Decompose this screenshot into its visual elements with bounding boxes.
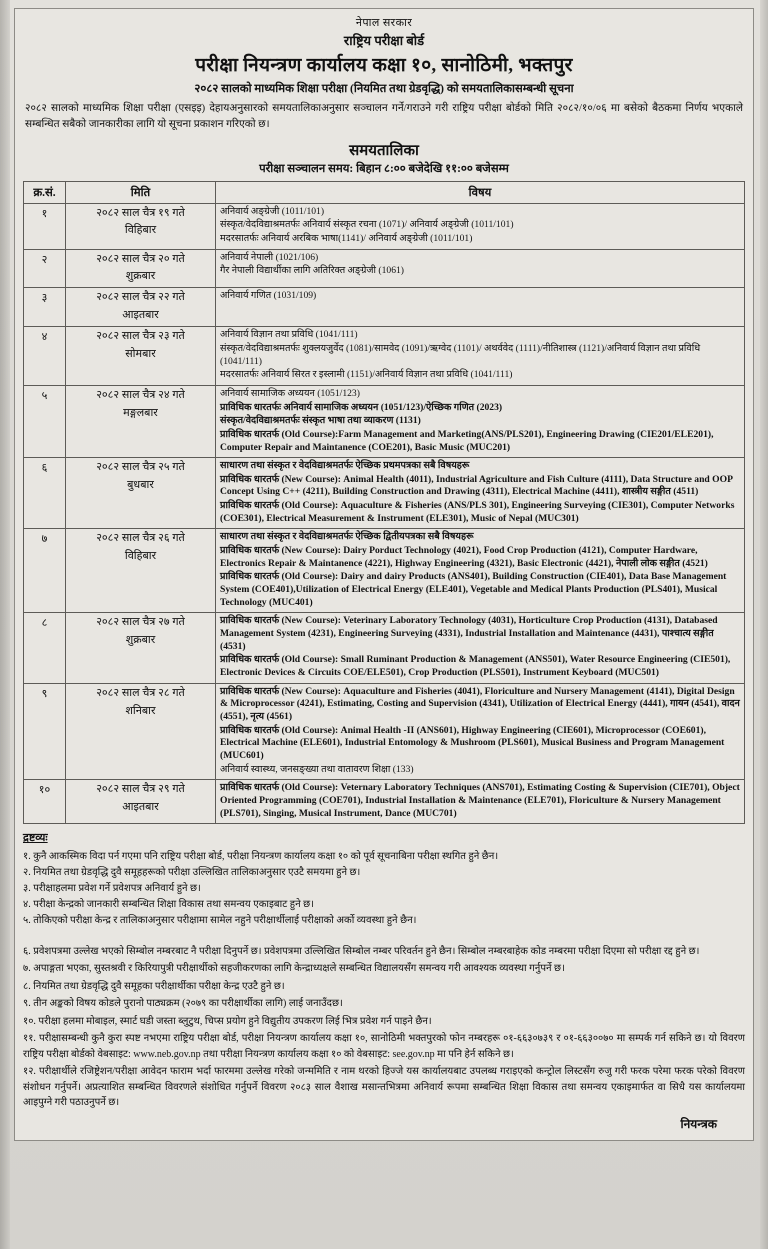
note-item: १०. परीक्षा हलमा मोबाइल, स्मार्ट घडी जस्ता ब्लुटुथ, चिप्स प्रयोग हुने विद्युतीय उपकरण लिई भित्र प्रवेश गर्न पाइने छैन। (23, 1015, 432, 1027)
notes-heading: द्रष्टव्यः (23, 832, 48, 845)
cell-sn: ७ (24, 529, 66, 613)
schedule-title: समयतालिका (349, 142, 419, 159)
table-row (24, 458, 745, 529)
note-item: ४. परीक्षा केन्द्रको जानकारी सम्बन्धित शिक्षा विकास तथा समन्वय एकाइबाट हुने छ। (23, 898, 314, 910)
cell-date: २०८२ साल चैत्र २० गते शुक्रबार (66, 249, 216, 288)
table-header-row (24, 181, 745, 203)
cell-subjects (216, 529, 745, 613)
page-left-edge-shadow (0, 0, 10, 1249)
note-item: २. नियमित तथा ग्रेडवृद्धि दुवै समूहहरूको परीक्षा उल्लिखित तालिकाअनुसार एउटै समयमा हुने छ। (23, 866, 361, 878)
subject-line: संस्कृत/वेदविद्याश्रमतर्फः संस्कृत भाषा तथा व्याकरण (1131) (220, 415, 421, 427)
notes-divider (23, 929, 745, 937)
notice-sheet (14, 8, 754, 1141)
subject-line: प्राविधिक धारतर्फ (New Course): Veterinary Laboratory Technology (4031), Horticulture Crop Production (4131), Databased Management System (4231), Engineering Surveying (4331), Industrial Installation and Maintenance (4431), पाश्चात्य सङ्गीत (4531) (220, 615, 718, 652)
cell-date: २०८२ साल चैत्र २३ गते सोमबार (66, 327, 216, 386)
subject-line: प्राविधिक धारतर्फ (Old Course): Small Ruminant Production & Management (ANS501), Water Resource Engineering (CIE501), Electronic Devices & Circuits COE/ELE501), Crop Production (PLS501), Instrument Keyboard (MUC501) (220, 654, 731, 678)
cell-date: २०८२ साल चैत्र २६ गते विहिबार (66, 529, 216, 613)
board-title: राष्ट्रिय परीक्षा बोर्ड (343, 33, 425, 48)
subject-line: साधारण तथा संस्कृत र वेदविद्याश्रमतर्फः ऐच्छिक प्रथमपत्रका सबै विषयहरू (220, 460, 470, 472)
cell-sn: २ (24, 249, 66, 288)
cell-sn: ४ (24, 327, 66, 386)
cell-subjects (216, 249, 745, 288)
cell-subjects (216, 780, 745, 824)
subject-line: प्राविधिक धारतर्फ (New Course): Aquaculture and Fisheries (4041), Floriculture and Nursery Management (4141), Digital Design & Microprocessor (4241), Estimating, Costing and Supervision (4341), Utilization of Electrical Energy (4441), गायन (4541), वादन (4551), नृत्य (4561) (220, 685, 740, 722)
cell-sn: ५ (24, 385, 66, 457)
government-title: नेपाल सरकार (355, 17, 413, 29)
note-item: ३. परीक्षाहलमा प्रवेश गर्ने प्रवेशपत्र अनिवार्य हुने छ। (23, 882, 201, 894)
subject-line: संस्कृत/वेदविद्याश्रमतर्फः अनिवार्य संस्कृत रचना (1071)/ अनिवार्य अङ्ग्रेजी (1011/101) (220, 219, 514, 231)
note-item: ९. तीन अङ्कको विषय कोडले पुरानो पाठ्यक्रम (२०७९ का परीक्षार्थीका लागि) लाई जनाउँदछ। (23, 998, 343, 1010)
subject-line: अनिवार्य स्वास्थ्य, जनसङ्ख्या तथा वातावरण शिक्षा (133) (220, 763, 414, 775)
table-row (24, 385, 745, 457)
subject-line: अनिवार्य सामाजिक अध्ययन (1051/123) (220, 387, 360, 399)
subject-line: मदरसातर्फः अनिवार्य सिरत र इस्लामी (1151)/अनिवार्य विज्ञान तथा प्रविधि (1041/111) (220, 369, 513, 381)
cell-date: २०८२ साल चैत्र २२ गते आइतबार (66, 288, 216, 327)
table-body (24, 203, 745, 824)
subject-line: प्राविधिक धारतर्फ (Old Course):Farm Management and Marketing(ANS/PLS201), Engineering Drawing (CIE201/ELE201), Computer Repair and Maintanence (COE201), Basic Music (MUC201) (220, 428, 714, 453)
table-row (24, 249, 745, 288)
note-item: ५. तोकिएको परीक्षा केन्द्र र तालिकाअनुसार परीक्षामा सामेल नहुने परीक्षार्थीलाई परीक्षाको अर्को व्यवस्था हुने छैन। (23, 914, 417, 926)
table-row (24, 203, 745, 249)
subject-line: प्राविधिक धारतर्फ (Old Course): Animal Health -II (ANS601), Highway Engineering (CIE601), Microprocessor (COE601), Electrical Machine (ELE601), Industrial Entomology & Mushroom (PLS601), Musical Business and Program Management (MUC601) (220, 724, 725, 761)
subject-line: प्राविधिक धारतर्फ (Old Course): Dairy and dairy Products (ANS401), Building Construction (CIE401), Data Base Management System (COE401),Utilization of Electrical Energy (ELE401), Vegetable and Medical Plants Production (PLS401), Musical Technology (MUC401) (220, 571, 727, 608)
cell-date: २०८२ साल चैत्र २८ गते शनिबार (66, 683, 216, 780)
cell-sn: ३ (24, 288, 66, 327)
cell-date: २०८२ साल चैत्र २९ गते आइतबार (66, 780, 216, 824)
cell-sn: ८ (24, 613, 66, 683)
subject-line: प्राविधिक धारतर्फः अनिवार्य सामाजिक अध्ययन (1051/123)/ऐच्छिक गणित (2023) (220, 401, 503, 413)
cell-subjects (216, 683, 745, 780)
note-item: १. कुनै आकस्मिक विदा पर्न गएमा पनि राष्ट्रिय परीक्षा बोर्ड, परीक्षा नियन्त्रण कार्यालय कक्षा १० को पूर्व सूचनाबिना परीक्षा स्थगित हुने छैन। (23, 850, 499, 862)
subject-line: अनिवार्य नेपाली (1021/106) (220, 251, 319, 263)
cell-sn: १० (24, 780, 66, 824)
note-item: ६. प्रवेशपत्रमा उल्लेख भएको सिम्बोल नम्बरबाट नै परीक्षा दिनुपर्ने छ। प्रवेशपत्रमा उल्लिखित सिम्बोल नम्बर परिवर्तन हुने छैन। सिम्बोल नम्बरबाहेक कोड नम्बरमा परीक्षा दिएमा सो परीक्षा रद्द हुने छ। (23, 945, 700, 957)
cell-date: २०८२ साल चैत्र २७ गते शुक्रबार (66, 613, 216, 683)
table-row (24, 288, 745, 327)
note-item: ११. परीक्षासम्बन्धी कुनै कुरा स्पष्ट नभएमा राष्ट्रिय परीक्षा बोर्ड, परीक्षा नियन्त्रण कार्यालय कक्षा १०, सानोठिमी भक्तपुरको फोन नम्बरहरू ०१-६६३०७३९ र ०१-६६३००७० मा सम्पर्क गर्न सकिने छ। यो विवरण राष्ट्रिय परीक्षा बोर्डको वेबसाइट: www.neb.gov.np तथा परीक्षा नियन्त्रण कार्यालय कक्षा १० को वेबसाइट: see.gov.np मा पनि हेर्न सकिने छ। (23, 1033, 745, 1060)
subject-line: प्राविधिक धारतर्फ (New Course): Dairy Porduct Technology (4021), Food Crop Production (4121), Computer Hardware, Electronics Repair & Maintanence (4221), Highway Engineering (4321), Basic Electronic (4421), नेपाली लोक सङ्गीत (4521) (220, 545, 708, 569)
table-row (24, 780, 745, 824)
notes-list-1 (23, 849, 745, 928)
cell-subjects (216, 458, 745, 529)
table-row (24, 327, 745, 386)
subject-line: प्राविधिक धारतर्फ (Old Course): Veternary Laboratory Techniques (ANS701), Estimating Costing & Supervision (CIE701), Object Oriented Programming (COE701), Industrial Installation & Maintenance (ELE701), Floriculture & Nursery Management (PLS701), Singing, Musical Instrument, Dance (MUC701) (220, 782, 740, 819)
subject-line: अनिवार्य गणित (1031/109) (220, 290, 317, 302)
cell-subjects (216, 385, 745, 457)
subject-line: मदरसातर्फः अनिवार्य अरबिक भाषा(1141)/ अनिवार्य अङ्ग्रेजी (1011/101) (220, 232, 473, 244)
subject-line: अनिवार्य अङ्ग्रेजी (1011/101) (220, 205, 325, 217)
signature-title: नियन्त्रक (680, 1116, 717, 1131)
cell-sn: ९ (24, 683, 66, 780)
notice-paragraph: २०८२ सालको माध्यमिक शिक्षा परीक्षा (एसइइ) देहायअनुसारको समयतालिकाअनुसार सञ्चालन गर्ने/गराउने गरी राष्ट्रिय परीक्षा बोर्डको मिति २०८२/१०/०६ मा बसेको बैठकमा निर्णय भएकाले सम्बन्धित सबैको जानकारीका लागि यो सूचना प्रकाशन गरिएको छ। (25, 103, 743, 131)
cell-date: २०८२ साल चैत्र १९ गते विहिबार (66, 203, 216, 249)
notice-subject-line: २०८२ सालको माध्यमिक शिक्षा परीक्षा (नियमित तथा ग्रेडवृद्धि) को समयतालिकासम्बन्धी सूचना (194, 83, 574, 95)
column-header-date: मिति (66, 181, 216, 203)
cell-date: २०८२ साल चैत्र २५ गते बुधबार (66, 458, 216, 529)
table-row (24, 683, 745, 780)
cell-subjects (216, 203, 745, 249)
cell-subjects (216, 288, 745, 327)
subject-line: संस्कृत/वेदविद्याश्रमतर्फः शुक्लयजुर्वेद (1081)/सामवेद (1091)/ऋग्वेद (1101)/ अथर्ववेद (1111)/नीतिशास्त्र (1121)/अनिवार्य विज्ञान तथा प्रविधि (1041/111) (220, 342, 701, 367)
subject-line: साधारण तथा संस्कृत र वेदविद्याश्रमतर्फः ऐच्छिक द्वितीयपत्रका सबै विषयहरू (220, 531, 474, 543)
subject-line: प्राविधिक धारतर्फ (Old Course): Aquaculture & Fisheries (ANS/PLS 301), Engineering Surveying (CIE301), Computer Networks (COE301), Electrical Measurement & Instrument (ELE301), Music of Nepal (MUC301) (220, 500, 735, 524)
notes-list-2 (23, 944, 745, 1111)
page-right-edge-shadow (760, 0, 768, 1249)
note-item: ८. नियमित तथा ग्रेडवृद्धि दुवै समूहका परीक्षार्थीका परीक्षा केन्द्र एउटै हुने छ। (23, 980, 285, 992)
table-row (24, 613, 745, 683)
notes-section (23, 830, 745, 1111)
subject-line: अनिवार्य विज्ञान तथा प्रविधि (1041/111) (220, 329, 358, 341)
note-item: ७. अपाङ्गता भएका, सुस्तश्रवी र किरियापुत्री परीक्षार्थीको सहजीकरणका लागि केन्द्राध्यक्षले सम्बन्धित विद्यालयसँग समन्वय गरी आवश्यक व्यवस्था गर्नुपर्ने छ। (23, 963, 565, 975)
column-header-subject: विषय (216, 181, 745, 203)
cell-subjects (216, 613, 745, 683)
note-item: १२. परीक्षार्थीले रजिष्ट्रेशन/परीक्षा आवेदन फाराम भर्दा फारममा उल्लेख गरेको जन्ममिति र नाम थरको हिज्जे यस कार्यालयबाट उपलब्ध गराइएको कन्ट्रोल लिस्टसँग रुजु गरी फरक परेमा फरक परेको विवरण संशोधन गर्नुपर्ने। अप्रत्याशित सम्बन्धित विवरणले संशोधित गर्नुपर्ने विवरण २०८३ साल वैशाख मसान्तभित्रमा अनिवार्य रूपमा सम्बन्धित शिक्षा विकास तथा समन्वय एकाइमार्फत वा सिधै यस कार्यालयमा आइपुग्ने गरी पठाउनुपर्ने छ। (23, 1066, 745, 1109)
cell-sn: ६ (24, 458, 66, 529)
subject-line: प्राविधिक धारतर्फ (New Course): Animal Health (4011), Industrial Agriculture and Fish Culture (4111), Data Structure and OOP Concept Using C++ (4211), Building Construction and Drawing (4311), Electrical Machine (4411), शास्त्रीय सङ्गीत (4511) (220, 473, 733, 498)
cell-subjects (216, 327, 745, 386)
exam-schedule-table (23, 181, 745, 825)
cell-sn: १ (24, 203, 66, 249)
column-header-sn: क्र.सं. (24, 181, 66, 203)
cell-date: २०८२ साल चैत्र २४ गते मङ्गलबार (66, 385, 216, 457)
subject-line: गैर नेपाली विद्यार्थीका लागि अतिरिक्त अङ्ग्रेजी (1061) (220, 265, 404, 277)
table-row (24, 529, 745, 613)
schedule-time-line: परीक्षा सञ्चालन समय: बिहान ८:०० बजेदेखि ११:०० बजेसम्म (259, 162, 509, 175)
office-title: परीक्षा नियन्त्रण कार्यालय कक्षा १०, सानोठिमी, भक्तपुर (195, 55, 573, 76)
